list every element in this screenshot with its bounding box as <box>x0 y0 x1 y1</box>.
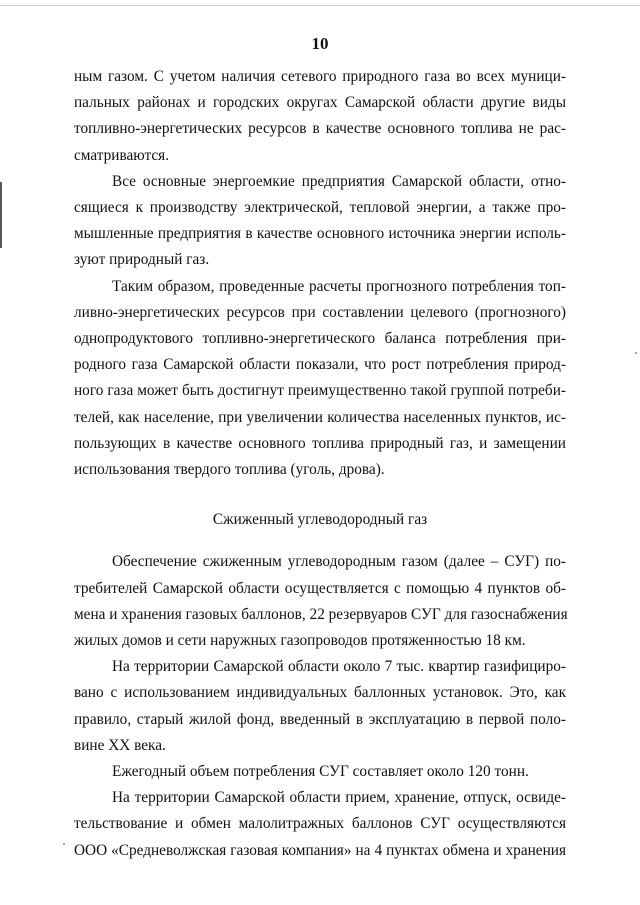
text-line: Таким образом, проведенные расчеты прогнозного потребления топ- <box>112 277 566 295</box>
text-line: мышленные предприятия в качестве основного источника энергии исполь- <box>74 225 566 243</box>
text-line: Ежегодный объем потребления СУГ составляет около 120 тонн. <box>112 763 529 781</box>
scan-left-edge-mark <box>0 182 2 248</box>
text-line: тельствование и обмен малолитражных баллонов СУГ осуществляются <box>74 815 566 833</box>
text-line: На территории Самарской области около 7 тыс. квартир газифициро- <box>112 658 566 676</box>
page-number: 10 <box>311 34 329 53</box>
text-line: ливно-энергетических ресурсов при составлении целевого (прогнозного) <box>74 303 566 321</box>
paragraph-3 <box>74 274 566 484</box>
text-line: жилых домов и сети наружных газопроводов протяженностью 18 км. <box>74 632 526 650</box>
paragraph-2 <box>74 169 566 274</box>
text-line: мена и хранения газовых баллонов, 22 резервуаров СУГ для газоснабжения <box>74 605 568 623</box>
text-line: Обеспечение сжиженным углеводородным газом (далее – СУГ) по- <box>112 553 566 571</box>
text-line: вине XX века. <box>74 736 166 754</box>
text-line: правило, старый жилой фонд, введенный в эксплуатацию в первой поло- <box>74 710 566 728</box>
text-line: ным газом. С учетом наличия сетевого природного газа во всех муници- <box>74 68 566 85</box>
scan-top-rule <box>0 5 640 6</box>
text-line: ООО «Средневолжская газовая компания» на 4 пунктах обмена и хранения <box>74 841 566 859</box>
text-line: топливно-энергетических ресурсов в качестве основного топлива не рас- <box>74 120 566 138</box>
paragraph-6 <box>74 759 566 785</box>
text-line: зуют природный газ. <box>74 251 210 269</box>
section-heading: Сжиженный углеводородный газ <box>212 511 428 529</box>
text-line: пользующих в качестве основного топлива природный газ, и замещении <box>74 434 566 452</box>
text-line: На территории Самарской области прием, хранение, отпуск, освиде- <box>112 789 566 807</box>
text-line: родного газа Самарской области показали, что рост потребления природ- <box>74 356 566 374</box>
document-body <box>74 64 566 864</box>
text-line: однопродуктового топливно-энергетического баланса потребления при- <box>74 330 566 348</box>
paragraph-4 <box>74 549 566 654</box>
text-line: требителей Самарской области осуществляется с помощью 4 пунктов об- <box>74 579 566 597</box>
text-line: телей, как население, при увеличении количества населенных пунктов, ис- <box>74 408 566 426</box>
scan-speck <box>635 352 637 354</box>
text-line: сящиеся к производству электрической, тепловой энергии, а также про- <box>74 199 566 217</box>
paragraph-5 <box>74 654 566 759</box>
text-line: вано с использованием индивидуальных баллонных установок. Это, как <box>74 684 566 702</box>
text-line: использования твердого топлива (уголь, дрова). <box>74 461 385 479</box>
text-line: сматриваются. <box>74 146 170 164</box>
paragraph-1 <box>74 64 566 169</box>
scan-speck <box>63 843 65 845</box>
text-line: пальных районах и городских округах Самарской области другие виды <box>74 94 566 112</box>
text-line: ного газа может быть достигнут преимущественно такой группой потреби- <box>74 382 566 400</box>
paragraph-7 <box>74 785 566 864</box>
text-line: Все основные энергоемкие предприятия Самарской области, отно- <box>112 172 566 190</box>
